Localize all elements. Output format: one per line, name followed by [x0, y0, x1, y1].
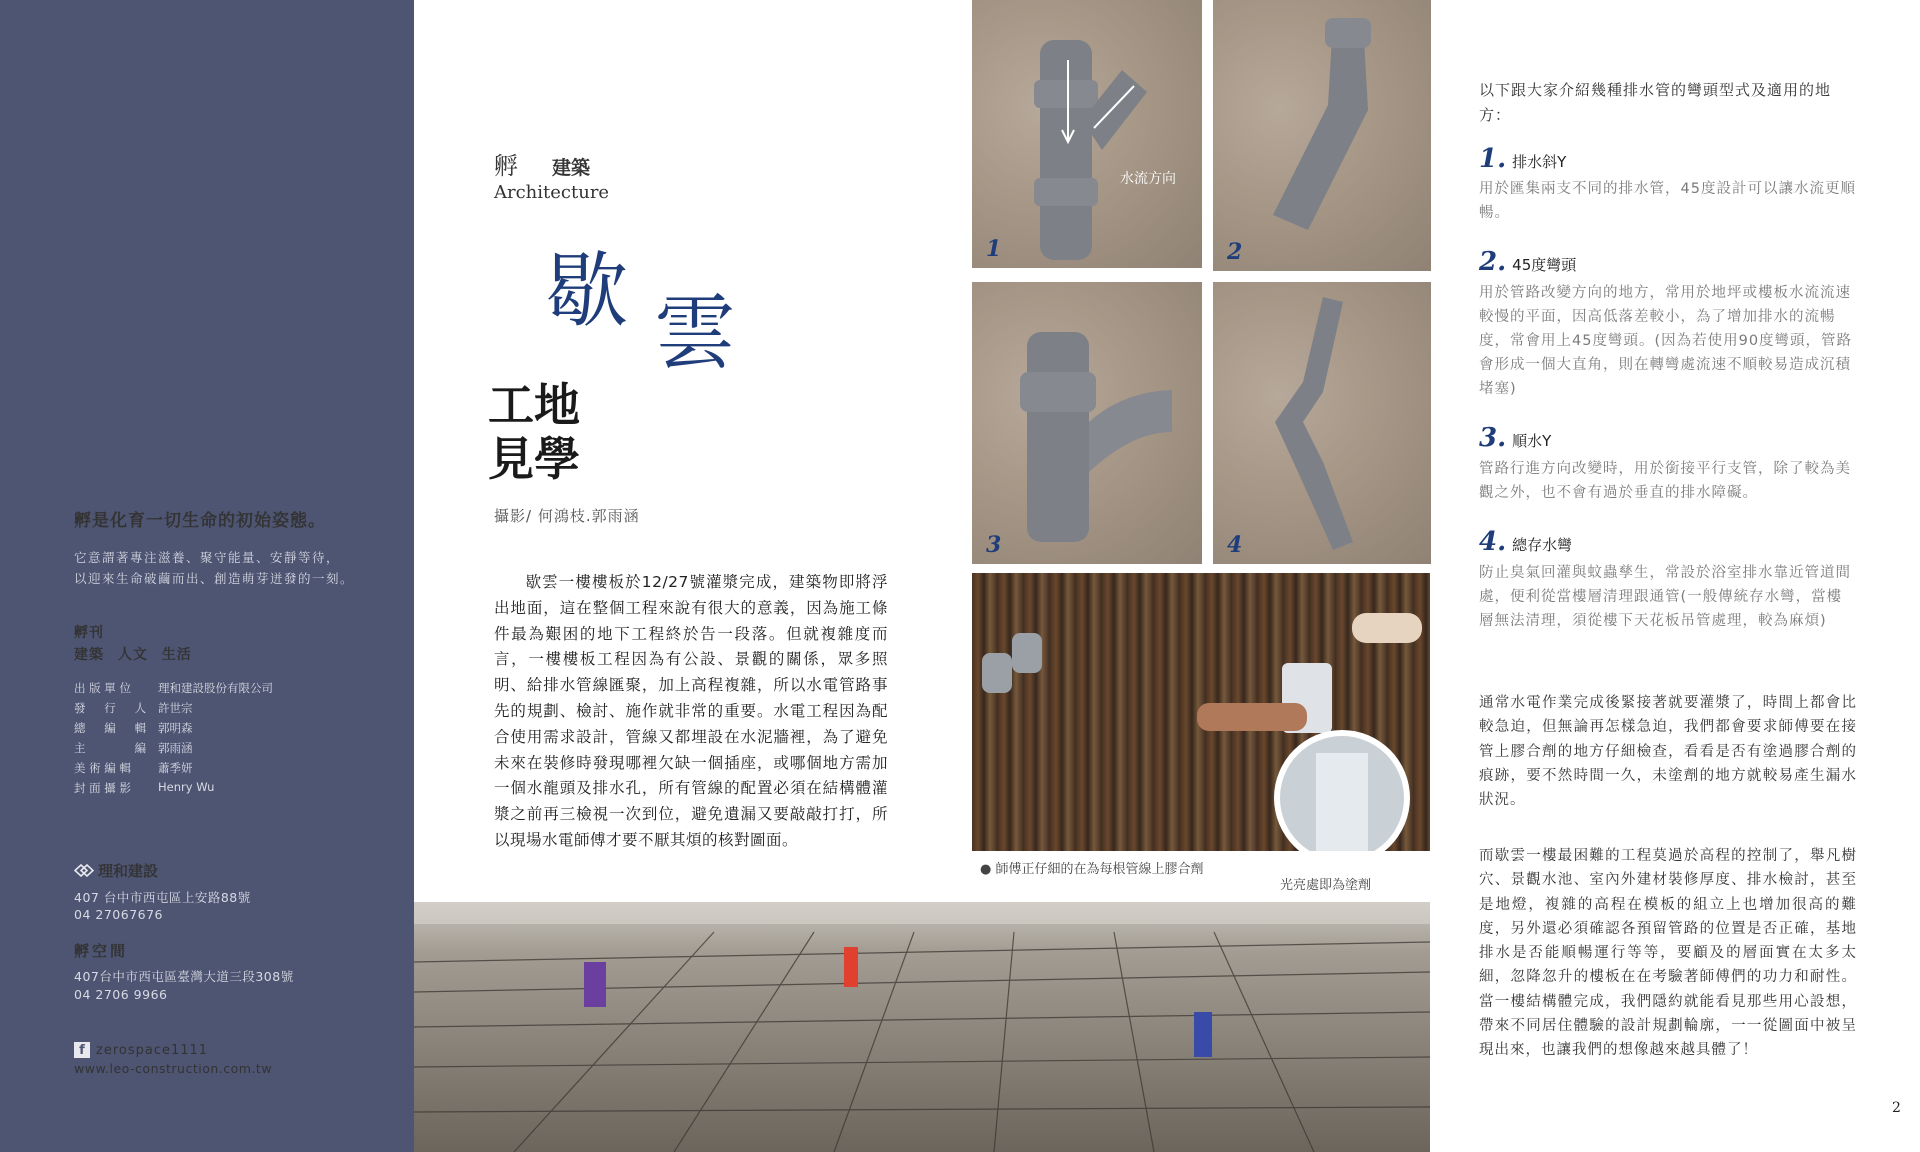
pipe-type-description: 防止臭氣回灌與蚊蟲孳生，常設於浴室排水靠近管道間處，便利從當樓層清理跟通管(一般傳統存水彎，當樓層無法清理，須從樓下天花板吊管處理，較為麻煩): [1479, 565, 1851, 629]
pipe-y-drawing: [972, 0, 1202, 268]
rebar-grid-drawing: [414, 902, 1430, 1152]
pipe-sweep-y-drawing: [972, 282, 1202, 564]
credit-value: 理和建設股份有限公司: [158, 681, 273, 695]
credit-row: [74, 720, 273, 740]
article-title-char: 歇: [546, 244, 629, 339]
credit-value: 許世宗: [158, 701, 193, 715]
pipe-type-title: 總存水彎: [1512, 536, 1573, 554]
space-phone: 04 2706 9966: [74, 987, 168, 1002]
pipe-type-number: 2.: [1479, 247, 1507, 277]
intro-text: 以下跟大家介紹幾種排水管的彎頭型式及適用的地方：: [1479, 81, 1832, 124]
credit-value: Henry Wu: [158, 780, 215, 794]
pipe-type-description: 管路行進方向改變時，用於銜接平行支管，除了較為美觀之外，也不會有過於垂直的排水障礙。: [1479, 461, 1851, 501]
category-char: 孵: [494, 152, 518, 180]
credit-value: 蕭季妍: [158, 761, 193, 775]
photo-credit: 攝影/ 何鴻枝.郭雨涵: [494, 507, 640, 525]
pipe-type-description: 用於管路改變方向的地方，常用於地坪或樓板水流流速較慢的平面，因高低落差較小，為了增加排水的流暢度，常會用上45度彎頭。(因為若使用90度彎頭，管路會形成一個大直角，則在轉彎處流速不順較易造成沉積堵塞): [1479, 285, 1853, 397]
space-name: 孵空間: [74, 942, 129, 960]
article-subtitle: 工地見學: [488, 378, 580, 486]
pipe-type-heading: [1479, 423, 1551, 453]
pipe-type-title: 45度彎頭: [1512, 256, 1577, 274]
photo-number: 4: [1227, 532, 1243, 558]
construction-site-photo: [414, 902, 1430, 1152]
pipe-type-number: 1.: [1479, 144, 1507, 174]
facebook-icon: f: [74, 1042, 90, 1058]
company-address: 407 台中市西屯區上安路88號: [74, 890, 251, 905]
pipe-type-number: 4.: [1479, 527, 1507, 557]
category-zh: 建築: [552, 157, 591, 179]
paragraph: 通常水電作業完成後緊接著就要灌漿了，時間上都會比較急迫，但無論再怎樣急迫，我們都會要求師傅要在接管上膠合劑的地方仔細檢查，看看是否有塗過膠合劑的痕跡，要不然時間一久，未塗劑的地方就較易產生漏水狀況。: [1479, 695, 1857, 809]
credit-value: 郭雨涵: [158, 741, 193, 755]
pipe-type-title: 順水Y: [1512, 432, 1552, 450]
publication-categories: 建築 人文 生活: [74, 647, 192, 663]
rebar-scene-drawing: [972, 573, 1430, 851]
credit-row: [74, 740, 273, 760]
pipe-photo-4: [1213, 282, 1431, 564]
category-en: Architecture: [494, 182, 610, 203]
facebook-handle: zerospace1111: [96, 1043, 209, 1058]
flow-direction-label: 水流方向: [1120, 171, 1176, 187]
space-address: 407台中市西屯區臺灣大道三段308號: [74, 969, 294, 984]
credit-row: [74, 760, 273, 780]
website-url: www.leo-construction.com.tw: [74, 1061, 273, 1076]
pipe-type-heading: [1479, 144, 1566, 174]
pipe-type-heading: [1479, 527, 1572, 557]
sidebar-description-line: 它意謂著專注滋養、聚守能量、安靜等待，: [74, 550, 341, 565]
publication-title: 孵刊: [74, 625, 104, 641]
credits-list: [74, 680, 273, 800]
company-name-text: 理和建設: [98, 862, 159, 880]
sidebar-tagline: 孵是化育一切生命的初始姿態。: [74, 511, 326, 531]
pipe-elbow-drawing: [1213, 0, 1431, 271]
pipe-photo-1: [972, 0, 1202, 268]
company-name: [74, 860, 158, 881]
credit-label: 美 術 編 輯: [74, 761, 131, 775]
credit-value: 郭明森: [158, 721, 193, 735]
photo-caption: ● 師傅正仔細的在為每根管線上膠合劑: [980, 862, 1204, 877]
pipe-type-number: 3.: [1479, 423, 1507, 453]
photo-number: 2: [1227, 239, 1243, 265]
pipe-type-heading: [1479, 247, 1576, 277]
pipe-photo-2: [1213, 0, 1431, 271]
company-logo-icon: [74, 864, 94, 877]
sidebar-description-line: 以迎來生命破繭而出、創造萌芽迸發的一刻。: [74, 571, 355, 586]
rebar-glue-photo: [972, 573, 1430, 851]
credit-label: 封 面 攝 影: [74, 781, 131, 795]
page-number: 2: [1892, 1100, 1901, 1116]
inset-caption: 光亮處即為塗劑: [1280, 878, 1372, 893]
photo-number: 1: [986, 236, 1002, 262]
credit-row: [74, 680, 273, 700]
credit-label: 主 編: [74, 741, 147, 755]
article-body-text: 歇雲一樓樓板於12/27號灌漿完成，建築物即將浮出地面，這在整個工程來說有很大的意義，因為施工條件最為艱困的地下工程終於告一段落。但就複雜度而言，一樓樓板工程因為有公設、景觀的關係，眾多照明、給排水管線匯聚，加上高程複雜，所以水電管路事先的規劃、檢討、施作就非常的重要。水電工程因為配合使用需求設計，管線又都埋設在水泥牆裡，為了避免未來在裝修時發現哪裡欠缺一個插座，或哪個地方需加一個水龍頭及排水孔，所有管線的配置必須在結構體灌漿之前再三檢視一次到位，避免遺漏又要敲敲打打，所以現場水電師傅才要不厭其煩的核對圖面。: [494, 573, 888, 849]
credit-label: 總 編 輯: [74, 721, 147, 735]
photo-number: 3: [986, 532, 1002, 558]
pipe-photo-3: [972, 282, 1202, 564]
credit-row: [74, 700, 273, 720]
pipe-trap-drawing: [1213, 282, 1431, 564]
pipe-type-description: 用於匯集兩支不同的排水管，45度設計可以讓水流更順暢。: [1479, 181, 1856, 221]
credit-row: [74, 780, 273, 800]
paragraph: 而歇雲一樓最困難的工程莫過於高程的控制了，舉凡樹穴、景觀水池、室內外建材裝修厚度、排水檢討，甚至是地燈，複雜的高程在模板的組立上也增加很高的難度，另外還必須確認各預留管路的位置是否正確，基地排水是否能順暢運行等等，要顧及的層面實在太多太細，忽降忽升的樓板在在考驗著師傅們的功力和耐性。當一樓結構體完成，我們隱約就能看見那些用心設想，帶來不同居住體驗的設計規劃輪廓，一一從圖面中被呈現出來，也讓我們的想像越來越具體了！: [1479, 848, 1857, 1059]
pipe-type-title: 排水斜Y: [1512, 153, 1567, 171]
article-title-char: 雲: [654, 286, 737, 381]
credit-label: 出 版 單 位: [74, 681, 131, 695]
article-body: [494, 570, 888, 854]
company-phone: 04 27067676: [74, 907, 164, 922]
credit-label: 發 行 人: [74, 701, 147, 715]
